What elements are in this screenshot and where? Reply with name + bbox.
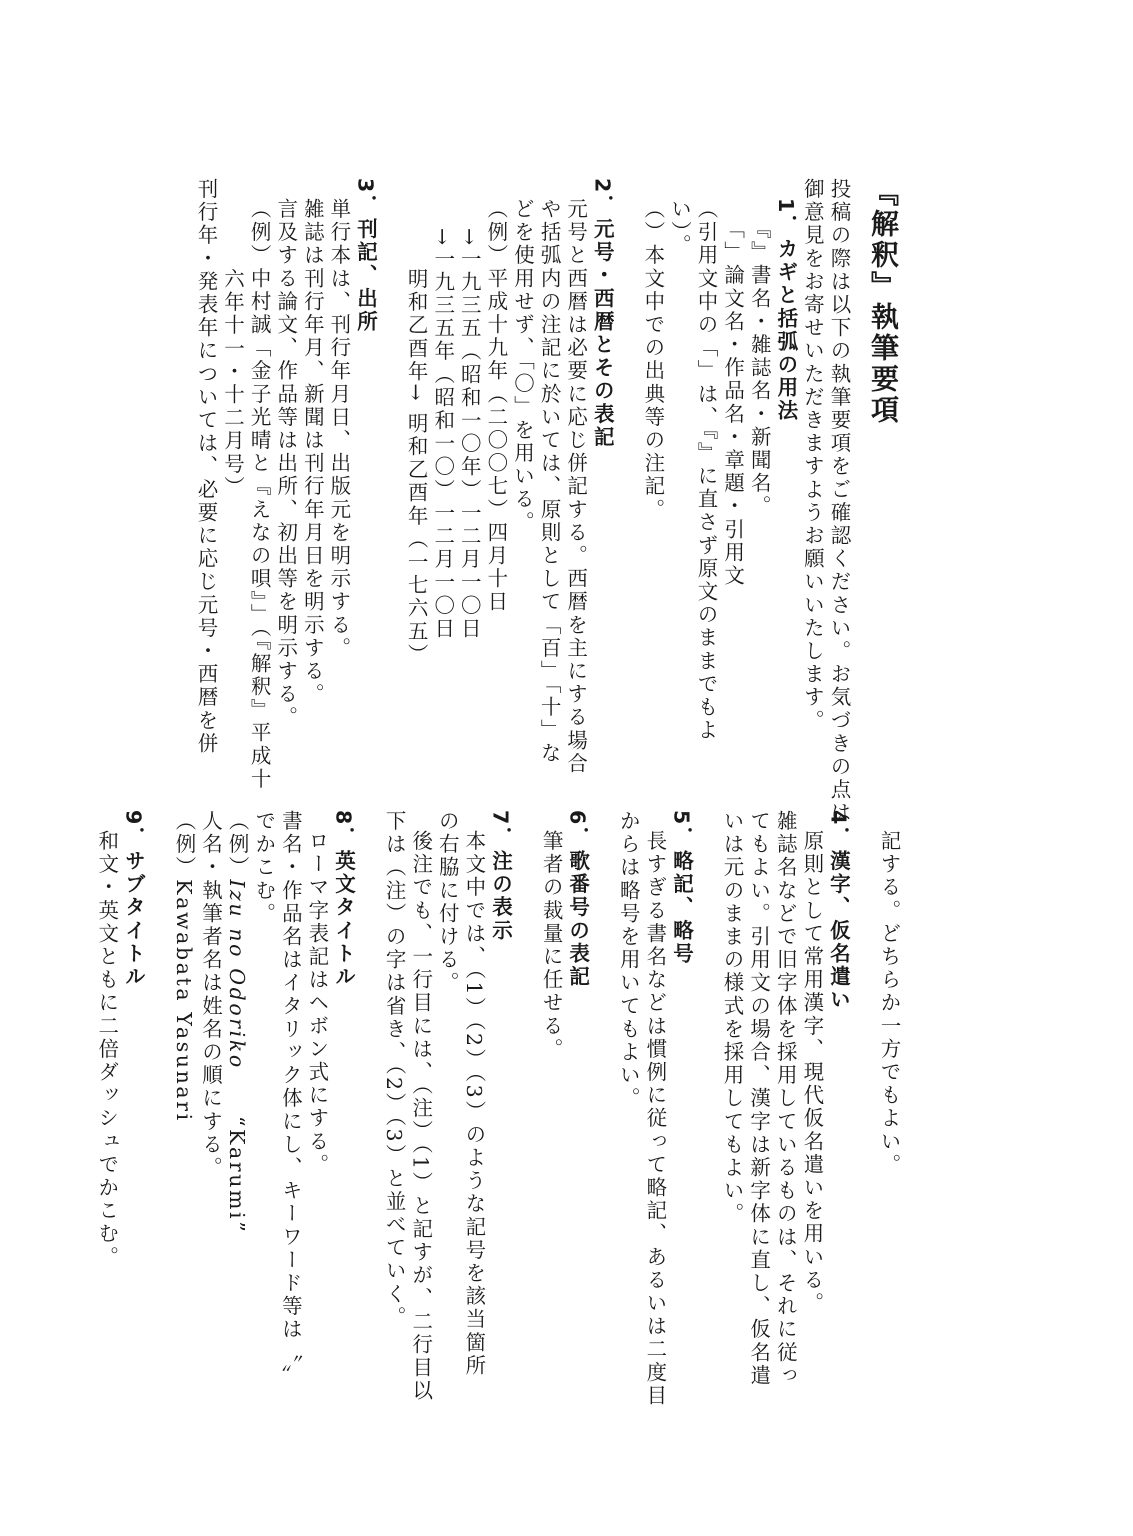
- section-2-example: →一九三五年（昭和一〇）一二月一〇日: [430, 228, 455, 641]
- section-3-heading: 3．刊記、出所: [353, 178, 378, 334]
- section-7-line: 下は（注）の字は省き、（2）（3）と並べていく。: [382, 810, 407, 1329]
- section-4-line: てもよい。引用文の場合、漢字は新字体に直し、仮名遣: [746, 810, 771, 1388]
- section-1-line: （）本文中での出典等の注記。: [640, 198, 665, 522]
- section-4-heading: 4．漢字、仮名遣い: [826, 810, 851, 1012]
- section-2-heading: 2．元号・西暦とその表記: [590, 178, 615, 449]
- section-gap: [379, 178, 403, 798]
- section-1-line: 「」論文名・作品名・章題・引用文: [720, 218, 745, 588]
- section-8-line: 人名・執筆者名は姓名の順にする。: [198, 810, 223, 1180]
- section-3-line: （例）中村誠「金子光晴と『えなの唄』」（『解釈』平成十: [247, 198, 272, 791]
- section-4-line: 原則として常用漢字、現代仮名遣いを用いる。: [799, 830, 824, 1316]
- section-3-line: 六年十一・十二月号）: [220, 268, 245, 499]
- section-gap: [591, 810, 615, 1370]
- section-8-line: でかこむ。: [251, 810, 276, 926]
- section-8-line: 書名・作品名はイタリック体にし、キーワード等は〝〟: [278, 810, 303, 1388]
- section-gap: [851, 810, 875, 1370]
- section-5-line: からは略号を用いてもよい。: [616, 810, 641, 1111]
- section-7-heading: 7．注の表示: [488, 810, 513, 943]
- section-1-line: 『』書名・雑誌名・新聞名。: [747, 218, 772, 519]
- section-9-heading: 9．サブタイトル: [121, 810, 146, 989]
- section-1-heading: 1．カギと括弧の用法: [773, 198, 798, 423]
- section-7-line: の右脇に付ける。: [435, 810, 460, 995]
- intro-line-1: 投稿の際は以下の執筆要項をご確認ください。お気づきの点は: [827, 178, 851, 825]
- section-gap: [146, 810, 170, 1370]
- section-1-line: い）。: [667, 198, 692, 258]
- section-5-heading: 5．略記、略号: [669, 810, 694, 966]
- example-prefix: （例）: [225, 810, 250, 880]
- section-2-example: 明和乙酉年→ 明和乙酉年（一七六五）: [404, 268, 429, 667]
- section-gap: [615, 178, 639, 798]
- upper-text-block: [180, 178, 902, 825]
- section-2-line: 元号と西暦は必要に応じ併記する。西暦を主にする場合: [563, 198, 588, 776]
- section-3-line: 雑誌は刊行年月、新聞は刊行年月日を明示する。: [300, 198, 325, 707]
- example-italic-title: Izu no Odoriko: [225, 879, 250, 1070]
- document-title: 『解釈』執筆要項: [867, 178, 900, 426]
- section-4-line: いは元のままの様式を採用してもよい。: [720, 810, 745, 1226]
- section-5-line: 長すぎる書名などは慣例に従って略記、あるいは二度目: [642, 830, 667, 1408]
- section-6-heading: 6．歌番号の表記: [565, 810, 590, 989]
- section-3-line: 単行本は、刊行年月日、出版元を明示する。: [326, 198, 351, 660]
- section-3-line: 言及する論文、作品等は出所、初出等を明示する。: [273, 198, 298, 730]
- section-2-line: や括弧内の注記に於いては、原則として「百」「十」な: [537, 198, 562, 766]
- section-1-line: （引用文中の「」は、『』に直さず原文のままでもよ: [694, 198, 719, 743]
- section-3-line: 刊行年・発表年については、必要に応じ元号・西暦を併: [193, 178, 218, 756]
- example-quoted-keyword: “Karumi”: [225, 1116, 250, 1235]
- section-9-line: 和文・英文ともに二倍ダッシュでかこむ。: [94, 830, 119, 1269]
- section-7-line: 後注でも、一行目には、（注）（1）と記すが、二行目以: [408, 830, 433, 1403]
- section-7-line: 本文中では、（1）（2）（3）のような記号を該当箇所: [461, 830, 486, 1378]
- section-8-heading: 8．英文タイトル: [331, 810, 356, 989]
- section-3-line: 記する。どちらか一方でもよい。: [877, 830, 901, 1177]
- section-8-example-2: （例）Kawabata Yasunari: [171, 810, 196, 1123]
- section-6-line: 筆者の裁量に任せる。: [539, 830, 564, 1061]
- section-4-line: 雑誌名などで旧字体を採用しているものは、それに従っ: [773, 810, 798, 1388]
- lower-text-block: [94, 810, 902, 1408]
- intro-line-2: 御意見をお寄せいただきますようお願いいたします。: [800, 178, 825, 733]
- section-2-line: どを使用せず、「〇」を用いる。: [510, 198, 535, 535]
- section-gap: [513, 810, 537, 1370]
- section-8-example-line: [224, 810, 251, 1370]
- section-2-example: →一九三五（昭和一〇年）一二月一〇日: [457, 228, 482, 641]
- section-gap: [694, 810, 718, 1370]
- section-8-line: ローマ字表記はヘボン式にする。: [304, 830, 329, 1177]
- section-2-example: （例）平成十九年（二〇〇七）四月十日: [483, 198, 508, 614]
- section-gap: [357, 810, 381, 1370]
